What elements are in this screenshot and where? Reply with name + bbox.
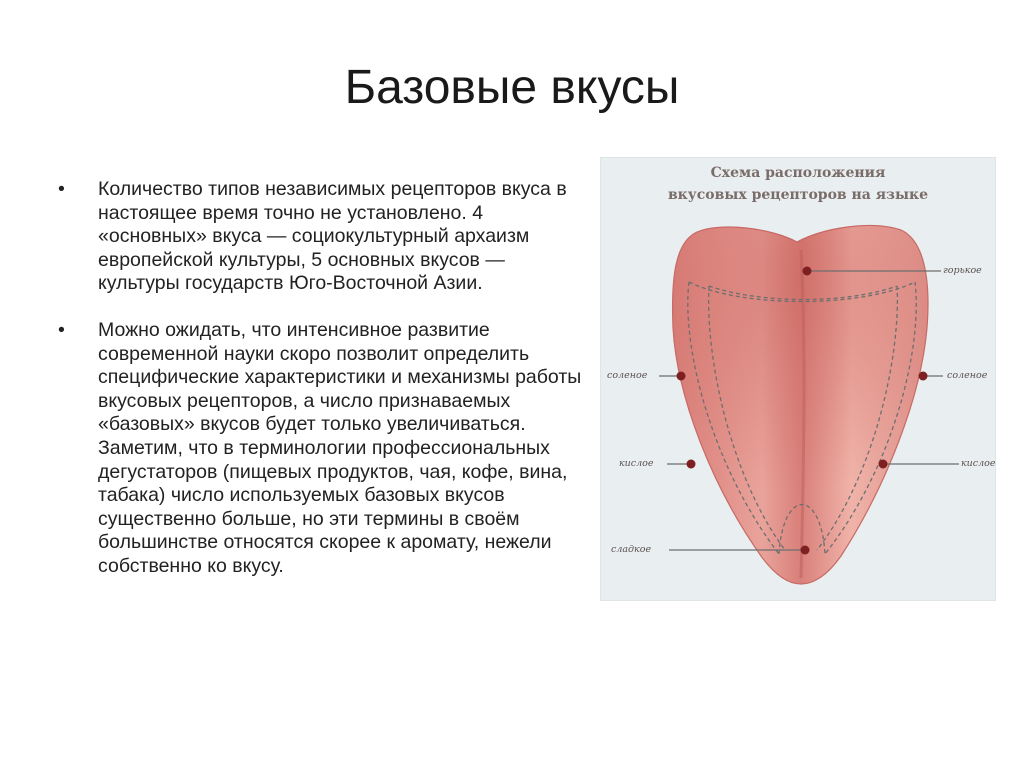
label-salty-right: соленое [947,370,988,381]
slide-title: Базовые вкусы [344,61,680,114]
bitter-dot [803,267,812,276]
figure-caption-line2: вкусовых рецепторов на языке [667,187,929,203]
sweet-dot [801,546,810,555]
sour-left-dot [687,460,696,469]
label-sour-right: кислое [961,458,996,469]
label-salty-left: соленое [607,370,648,381]
tongue-diagram-figure [600,157,996,601]
bullet-text: Можно ожидать, что интенсивное развитие современной науки скоро позволит определить специфические характеристики и механизмы работы вкусовых рецепторов, а число признаваемых «базовых» вкусов будет только увеличиваться. Заметим, что в терминологии профессиональных дегустаторов (пищевых продуктов, чая, кофе, вина, табака) число используемых базовых вкусов существенно больше, но эти термины в своём большинстве относятся скорее к аромату, нежели собственно ко вкусу. [98,318,582,577]
label-bitter: горькое [943,265,982,276]
label-sweet: сладкое [611,544,652,555]
bullet-text: Количество типов независимых рецепторов вкуса в настоящее время точно не установлено. 4 «основных» вкуса — социокультурный архаизм европейской культуры, 5 основных вкусов — культуры государств Юго-Восточной Азии. [98,178,567,295]
bullet-marker: • [58,178,65,200]
figure-caption-line1: Схема расположения [710,165,886,181]
salty-left-dot [677,372,686,381]
figure-caption [601,162,995,206]
bullet-item [58,178,588,296]
salty-right-dot [919,372,928,381]
label-sour-left: кислое [619,458,654,469]
sour-right-dot [879,460,888,469]
bullet-list [58,178,588,579]
bullet-item [58,319,588,579]
bullet-marker: • [58,318,65,341]
tongue-diagram [601,158,995,600]
